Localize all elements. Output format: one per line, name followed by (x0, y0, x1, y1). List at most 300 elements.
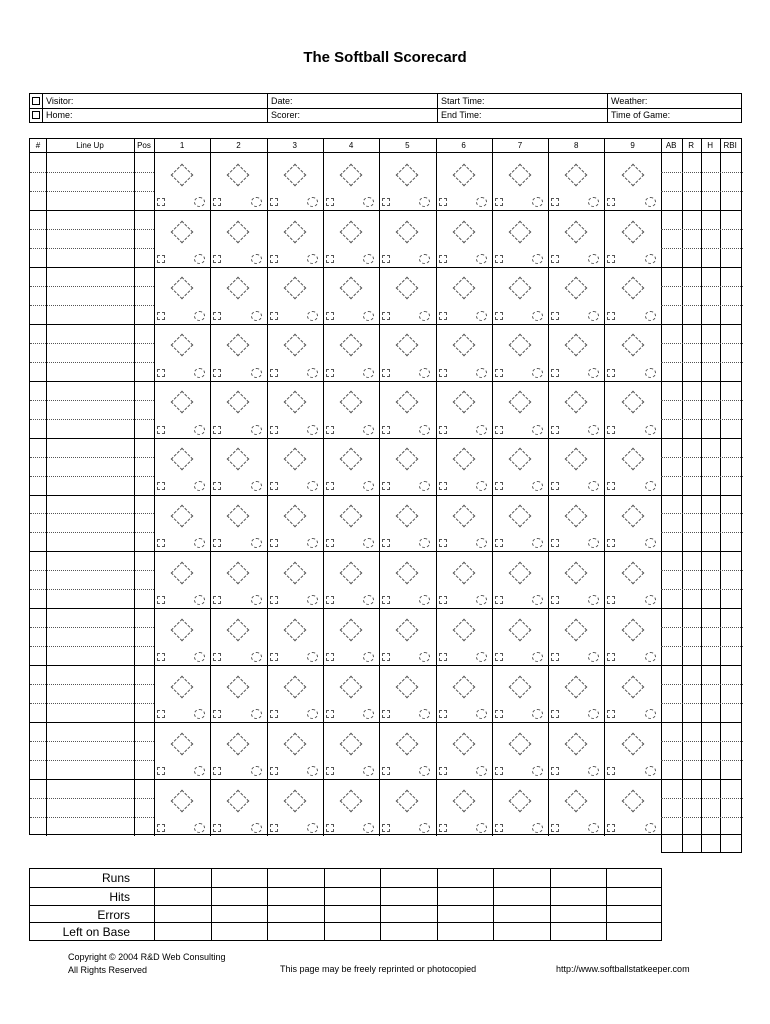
visitor-checkbox[interactable] (30, 94, 43, 108)
at-bat-cell[interactable] (210, 210, 266, 267)
totals-inning-cell[interactable] (211, 869, 268, 887)
count-box-icon (157, 824, 165, 832)
at-bat-cell[interactable] (604, 267, 660, 324)
count-box-icon (495, 482, 503, 490)
at-bat-cell[interactable] (267, 665, 323, 722)
out-circle-icon (363, 652, 374, 662)
totals-inning-cell[interactable] (437, 923, 494, 940)
stat-subline (661, 532, 743, 533)
inning-header-3: 3 (292, 141, 297, 150)
substitute-line[interactable] (30, 703, 154, 704)
at-bat-cell[interactable] (492, 438, 548, 495)
count-box-icon (439, 369, 447, 377)
at-bat-cell[interactable] (267, 381, 323, 438)
at-bat-cell[interactable] (436, 665, 492, 722)
totals-inning-cell[interactable] (154, 888, 211, 905)
out-circle-icon (532, 823, 543, 833)
at-bat-cell[interactable] (154, 153, 210, 210)
stat-subline (661, 305, 743, 306)
at-bat-cell[interactable] (548, 381, 604, 438)
at-bat-cell[interactable] (436, 153, 492, 210)
stat-total-divider (682, 834, 683, 852)
count-box-icon (607, 482, 615, 490)
at-bat-cell[interactable] (154, 324, 210, 381)
at-bat-cell[interactable] (154, 779, 210, 836)
at-bat-cell[interactable] (210, 381, 266, 438)
totals-inning-cell[interactable] (380, 869, 437, 887)
substitute-line[interactable] (30, 362, 154, 363)
count-box-icon (439, 255, 447, 263)
totals-inning-cell[interactable] (606, 906, 663, 923)
at-bat-cell[interactable] (436, 381, 492, 438)
website-link[interactable]: http://www.softballstatkeeper.com (556, 964, 690, 974)
out-circle-icon (363, 709, 374, 719)
count-box-icon (326, 198, 334, 206)
out-circle-icon (476, 766, 487, 776)
at-bat-cell[interactable] (492, 153, 548, 210)
base-diamond-icon (396, 505, 419, 528)
stat-header-h: H (707, 141, 714, 150)
at-bat-cell[interactable] (210, 324, 266, 381)
count-box-icon (382, 482, 390, 490)
totals-inning-cell[interactable] (211, 906, 268, 923)
out-circle-icon (588, 368, 599, 378)
stat-subline (661, 570, 743, 571)
out-circle-icon (476, 481, 487, 491)
at-bat-cell[interactable] (323, 210, 379, 267)
at-bat-cell[interactable] (548, 210, 604, 267)
at-bat-cell[interactable] (604, 438, 660, 495)
substitute-line[interactable] (30, 457, 154, 458)
base-diamond-icon (283, 562, 306, 585)
totals-inning-cell[interactable] (437, 869, 494, 887)
totals-inning-cell[interactable] (154, 906, 211, 923)
totals-inning-cell[interactable] (437, 906, 494, 923)
stat-subline (661, 476, 743, 477)
substitute-line[interactable] (30, 286, 154, 287)
stat-subline (661, 419, 743, 420)
out-circle-icon (476, 254, 487, 264)
at-bat-cell[interactable] (548, 608, 604, 665)
at-bat-cell[interactable] (323, 722, 379, 779)
substitute-line[interactable] (30, 570, 154, 571)
rights-text: All Rights Reserved (68, 965, 148, 975)
count-box-icon (551, 369, 559, 377)
base-diamond-icon (171, 163, 194, 186)
count-box-icon (326, 653, 334, 661)
base-diamond-icon (283, 334, 306, 357)
at-bat-cell[interactable] (154, 438, 210, 495)
totals-inning-cell[interactable] (550, 923, 607, 940)
at-bat-cell[interactable] (379, 210, 435, 267)
substitute-line[interactable] (30, 532, 154, 533)
count-box-icon (551, 426, 559, 434)
at-bat-cell[interactable] (548, 665, 604, 722)
at-bat-cell[interactable] (548, 267, 604, 324)
at-bat-cell[interactable] (604, 665, 660, 722)
at-bat-cell[interactable] (604, 153, 660, 210)
substitute-line[interactable] (30, 248, 154, 249)
base-diamond-icon (452, 732, 475, 755)
home-label: Home: (46, 110, 73, 120)
at-bat-cell[interactable] (154, 665, 210, 722)
substitute-line[interactable] (30, 343, 154, 344)
at-bat-cell[interactable] (492, 267, 548, 324)
totals-inning-cell[interactable] (324, 906, 381, 923)
at-bat-cell[interactable] (379, 267, 435, 324)
substitute-line[interactable] (30, 760, 154, 761)
at-bat-cell[interactable] (267, 267, 323, 324)
at-bat-cell[interactable] (267, 438, 323, 495)
substitute-line[interactable] (30, 589, 154, 590)
count-box-icon (607, 255, 615, 263)
base-diamond-icon (509, 732, 532, 755)
totals-inning-cell[interactable] (606, 888, 663, 905)
at-bat-cell[interactable] (436, 267, 492, 324)
at-bat-cell[interactable] (267, 324, 323, 381)
base-diamond-icon (396, 163, 419, 186)
out-circle-icon (251, 538, 262, 548)
base-diamond-icon (171, 334, 194, 357)
at-bat-cell[interactable] (604, 495, 660, 552)
substitute-line[interactable] (30, 305, 154, 306)
totals-inning-cell[interactable] (437, 888, 494, 905)
count-box-icon (213, 653, 221, 661)
at-bat-cell[interactable] (604, 722, 660, 779)
totals-inning-cell[interactable] (493, 888, 550, 905)
count-box-icon (607, 710, 615, 718)
at-bat-cell[interactable] (379, 324, 435, 381)
base-diamond-icon (509, 619, 532, 642)
base-diamond-icon (396, 220, 419, 243)
at-bat-cell[interactable] (267, 551, 323, 608)
substitute-line[interactable] (30, 646, 154, 647)
base-diamond-icon (452, 220, 475, 243)
base-diamond-icon (452, 334, 475, 357)
out-circle-icon (532, 254, 543, 264)
at-bat-cell[interactable] (154, 381, 210, 438)
substitute-line[interactable] (30, 684, 154, 685)
at-bat-cell[interactable] (379, 779, 435, 836)
out-circle-icon (588, 652, 599, 662)
out-circle-icon (645, 595, 656, 605)
totals-inning-cell[interactable] (267, 923, 324, 940)
at-bat-cell[interactable] (154, 551, 210, 608)
at-bat-cell[interactable] (323, 495, 379, 552)
at-bat-cell[interactable] (379, 665, 435, 722)
at-bat-cell[interactable] (210, 779, 266, 836)
at-bat-cell[interactable] (210, 438, 266, 495)
totals-row-label: Runs (101, 871, 130, 885)
at-bat-cell[interactable] (323, 324, 379, 381)
totals-inning-cell[interactable] (550, 888, 607, 905)
at-bat-cell[interactable] (210, 153, 266, 210)
count-box-icon (157, 312, 165, 320)
at-bat-cell[interactable] (492, 495, 548, 552)
at-bat-cell[interactable] (548, 324, 604, 381)
substitute-line[interactable] (30, 798, 154, 799)
out-circle-icon (307, 254, 318, 264)
at-bat-cell[interactable] (436, 722, 492, 779)
at-bat-cell[interactable] (267, 779, 323, 836)
count-box-icon (157, 710, 165, 718)
totals-inning-cell[interactable] (154, 869, 211, 887)
totals-inning-cell[interactable] (380, 923, 437, 940)
at-bat-cell[interactable] (379, 722, 435, 779)
base-diamond-icon (565, 732, 588, 755)
out-circle-icon (307, 197, 318, 207)
count-box-icon (213, 824, 221, 832)
totals-inning-cell[interactable] (211, 923, 268, 940)
at-bat-cell[interactable] (604, 608, 660, 665)
at-bat-cell[interactable] (436, 324, 492, 381)
base-diamond-icon (171, 676, 194, 699)
time-of-game-field[interactable] (607, 108, 741, 122)
out-circle-icon (251, 425, 262, 435)
at-bat-cell[interactable] (210, 267, 266, 324)
at-bat-cell[interactable] (210, 665, 266, 722)
at-bat-cell[interactable] (210, 608, 266, 665)
base-diamond-icon (565, 163, 588, 186)
at-bat-cell[interactable] (436, 608, 492, 665)
count-box-icon (326, 596, 334, 604)
totals-inning-cell[interactable] (267, 906, 324, 923)
base-diamond-icon (340, 448, 363, 471)
at-bat-cell[interactable] (604, 381, 660, 438)
base-diamond-icon (396, 448, 419, 471)
visitor-field[interactable] (30, 94, 267, 108)
at-bat-cell[interactable] (210, 722, 266, 779)
at-bat-cell[interactable] (267, 608, 323, 665)
substitute-line[interactable] (30, 191, 154, 192)
out-circle-icon (307, 538, 318, 548)
count-box-icon (157, 369, 165, 377)
at-bat-cell[interactable] (210, 495, 266, 552)
at-bat-cell[interactable] (548, 438, 604, 495)
at-bat-cell[interactable] (210, 551, 266, 608)
count-box-icon (270, 824, 278, 832)
at-bat-cell[interactable] (436, 551, 492, 608)
out-circle-icon (363, 368, 374, 378)
at-bat-cell[interactable] (323, 153, 379, 210)
count-box-icon (551, 596, 559, 604)
count-box-icon (551, 767, 559, 775)
out-circle-icon (419, 481, 430, 491)
base-diamond-icon (565, 619, 588, 642)
at-bat-cell[interactable] (548, 779, 604, 836)
at-bat-cell[interactable] (323, 608, 379, 665)
base-diamond-icon (227, 676, 250, 699)
substitute-line[interactable] (30, 741, 154, 742)
end-time-field[interactable] (437, 108, 607, 122)
at-bat-cell[interactable] (548, 495, 604, 552)
stat-totals-row[interactable] (661, 834, 742, 853)
substitute-line[interactable] (30, 817, 154, 818)
at-bat-cell[interactable] (267, 495, 323, 552)
home-field[interactable] (30, 108, 267, 122)
totals-inning-cell[interactable] (324, 869, 381, 887)
at-bat-cell[interactable] (492, 324, 548, 381)
at-bat-cell[interactable] (492, 779, 548, 836)
at-bat-cell[interactable] (548, 551, 604, 608)
out-circle-icon (194, 538, 205, 548)
start-time-field[interactable] (437, 94, 607, 108)
substitute-line[interactable] (30, 476, 154, 477)
base-diamond-icon (227, 562, 250, 585)
at-bat-cell[interactable] (267, 153, 323, 210)
out-circle-icon (307, 311, 318, 321)
count-box-icon (495, 596, 503, 604)
inning-header-6: 6 (461, 141, 466, 150)
totals-inning-cell[interactable] (324, 923, 381, 940)
at-bat-cell[interactable] (323, 665, 379, 722)
at-bat-cell[interactable] (548, 153, 604, 210)
stat-subline (661, 362, 743, 363)
at-bat-cell[interactable] (436, 438, 492, 495)
totals-inning-cell[interactable] (380, 888, 437, 905)
out-circle-icon (476, 311, 487, 321)
at-bat-cell[interactable] (323, 438, 379, 495)
base-diamond-icon (227, 619, 250, 642)
stat-subline (661, 172, 743, 173)
at-bat-cell[interactable] (492, 722, 548, 779)
at-bat-cell[interactable] (323, 551, 379, 608)
count-box-icon (213, 596, 221, 604)
at-bat-cell[interactable] (154, 722, 210, 779)
inning-header-1: 1 (179, 141, 185, 150)
totals-inning-cell[interactable] (154, 923, 211, 940)
weather-field[interactable] (607, 94, 741, 108)
at-bat-cell[interactable] (436, 210, 492, 267)
at-bat-cell[interactable] (379, 381, 435, 438)
totals-inning-cell[interactable] (606, 869, 663, 887)
count-box-icon (495, 426, 503, 434)
totals-inning-cell[interactable] (606, 923, 663, 940)
totals-inning-cell[interactable] (550, 906, 607, 923)
at-bat-cell[interactable] (492, 381, 548, 438)
stat-subline (661, 286, 743, 287)
totals-inning-cell[interactable] (550, 869, 607, 887)
substitute-line[interactable] (30, 627, 154, 628)
at-bat-cell[interactable] (548, 722, 604, 779)
at-bat-cell[interactable] (379, 495, 435, 552)
stat-subline (661, 248, 743, 249)
substitute-line[interactable] (30, 513, 154, 514)
totals-inning-cell[interactable] (267, 869, 324, 887)
at-bat-cell[interactable] (492, 608, 548, 665)
count-box-icon (439, 824, 447, 832)
out-circle-icon (194, 823, 205, 833)
totals-inning-cell[interactable] (493, 869, 550, 887)
base-diamond-icon (621, 789, 644, 812)
out-circle-icon (363, 538, 374, 548)
at-bat-cell[interactable] (154, 267, 210, 324)
at-bat-cell[interactable] (604, 779, 660, 836)
base-diamond-icon (565, 277, 588, 300)
base-diamond-icon (340, 789, 363, 812)
at-bat-cell[interactable] (604, 210, 660, 267)
scorer-field[interactable] (267, 108, 437, 122)
base-diamond-icon (452, 391, 475, 414)
totals-inning-cell[interactable] (211, 888, 268, 905)
at-bat-cell[interactable] (323, 267, 379, 324)
at-bat-cell[interactable] (492, 665, 548, 722)
at-bat-cell[interactable] (379, 438, 435, 495)
date-field[interactable] (267, 94, 437, 108)
at-bat-cell[interactable] (379, 608, 435, 665)
at-bat-cell[interactable] (492, 210, 548, 267)
totals-row-label: Hits (109, 889, 130, 904)
stat-subline (661, 684, 743, 685)
base-diamond-icon (171, 391, 194, 414)
count-box-icon (382, 369, 390, 377)
out-circle-icon (588, 709, 599, 719)
substitute-line[interactable] (30, 419, 154, 420)
base-diamond-icon (452, 562, 475, 585)
count-box-icon (439, 539, 447, 547)
at-bat-cell[interactable] (604, 551, 660, 608)
at-bat-cell[interactable] (436, 779, 492, 836)
at-bat-cell[interactable] (154, 495, 210, 552)
at-bat-cell[interactable] (267, 722, 323, 779)
at-bat-cell[interactable] (436, 495, 492, 552)
count-box-icon (382, 198, 390, 206)
substitute-line[interactable] (30, 172, 154, 173)
at-bat-cell[interactable] (492, 551, 548, 608)
totals-row (30, 922, 661, 940)
base-diamond-icon (340, 163, 363, 186)
base-diamond-icon (227, 789, 250, 812)
at-bat-cell[interactable] (604, 324, 660, 381)
totals-inning-cell[interactable] (493, 906, 550, 923)
out-circle-icon (645, 823, 656, 833)
at-bat-cell[interactable] (379, 551, 435, 608)
out-circle-icon (419, 254, 430, 264)
totals-inning-cell[interactable] (493, 923, 550, 940)
at-bat-cell[interactable] (267, 210, 323, 267)
out-circle-icon (419, 709, 430, 719)
count-box-icon (382, 710, 390, 718)
base-diamond-icon (340, 334, 363, 357)
out-circle-icon (363, 254, 374, 264)
at-bat-cell[interactable] (154, 608, 210, 665)
out-circle-icon (251, 595, 262, 605)
home-checkbox[interactable] (30, 108, 43, 122)
substitute-line[interactable] (30, 400, 154, 401)
at-bat-cell[interactable] (323, 779, 379, 836)
count-box-icon (551, 312, 559, 320)
at-bat-cell[interactable] (323, 381, 379, 438)
at-bat-cell[interactable] (379, 153, 435, 210)
count-box-icon (551, 482, 559, 490)
stat-subline (661, 343, 743, 344)
column-divider (720, 139, 721, 836)
totals-inning-cell[interactable] (380, 906, 437, 923)
at-bat-cell[interactable] (154, 210, 210, 267)
out-circle-icon (363, 595, 374, 605)
out-circle-icon (532, 709, 543, 719)
reprint-notice: This page may be freely reprinted or photocopied (280, 964, 477, 974)
totals-inning-cell[interactable] (267, 888, 324, 905)
count-box-icon (270, 596, 278, 604)
substitute-line[interactable] (30, 229, 154, 230)
count-box-icon (551, 653, 559, 661)
out-circle-icon (588, 595, 599, 605)
game-info-table (29, 93, 742, 123)
base-diamond-icon (565, 562, 588, 585)
totals-inning-cell[interactable] (324, 888, 381, 905)
out-circle-icon (419, 538, 430, 548)
